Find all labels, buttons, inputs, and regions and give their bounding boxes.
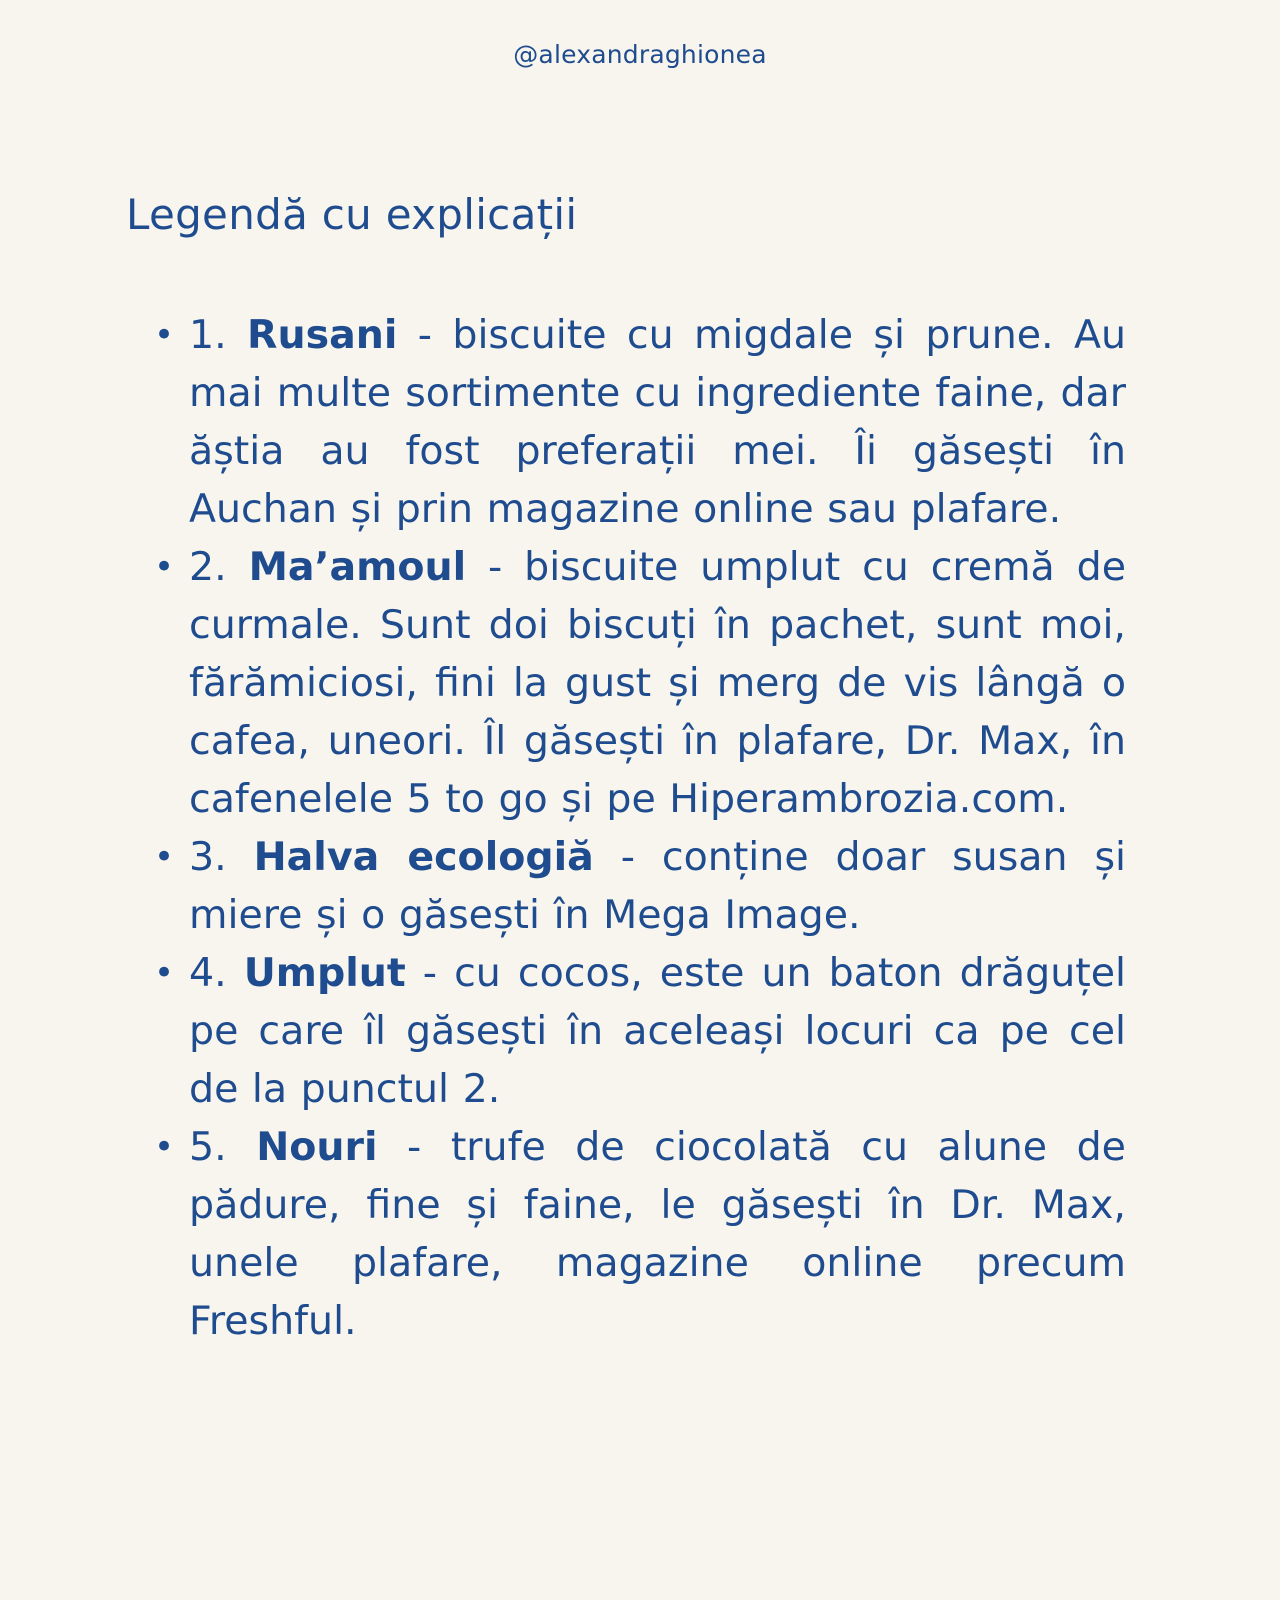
bullet-icon: • <box>154 315 175 355</box>
item-name: Ma’amoul <box>248 544 467 590</box>
legend-list <box>150 306 1126 1350</box>
item-name: Rusani <box>247 312 398 358</box>
bullet-icon: • <box>154 1127 175 1167</box>
page-title: Legendă cu explicații <box>126 190 578 239</box>
item-name: Halva ecologiă <box>253 834 594 880</box>
item-description: - biscuite umplut cu cremă de curmale. Sunt doi biscuți în pachet, sunt moi, fărămiciosi, fini la gust și merg de vis lângă o cafea, uneori. Îl găsești în plafare, Dr. Max, în cafenelele 5 to go și pe Hiperambrozia.com. <box>189 544 1127 822</box>
bullet-icon: • <box>154 547 175 587</box>
item-name: Nouri <box>256 1124 378 1170</box>
item-name: Umplut <box>243 950 406 996</box>
account-handle: @alexandraghionea <box>513 40 767 69</box>
item-number: 3. <box>189 834 227 880</box>
legend-item-2 <box>150 538 1126 828</box>
legend-item-5 <box>150 1118 1126 1350</box>
item-number: 4. <box>189 950 227 996</box>
item-number: 2. <box>189 544 227 590</box>
legend-item-3 <box>150 828 1126 944</box>
item-description: - trufe de ciocolată cu alune de pădure, fine și faine, le găsești în Dr. Max, unele plafare, magazine online precum Freshful. <box>189 1124 1126 1344</box>
legend-item-4 <box>150 944 1126 1118</box>
item-description: - biscuite cu migdale și prune. Au mai multe sortimente cu ingrediente faine, dar ăștia au fost preferații mei. Îi găsești în Auchan și prin magazine online sau plafare. <box>189 312 1126 532</box>
item-description: - cu cocos, este un baton drăguțel pe care îl găsești în aceleași locuri ca pe cel de la punctul 2. <box>189 950 1126 1112</box>
bullet-icon: • <box>154 837 175 877</box>
item-number: 1. <box>189 312 227 358</box>
legend-item-1 <box>150 306 1126 538</box>
item-number: 5. <box>189 1124 227 1170</box>
bullet-icon: • <box>154 953 175 993</box>
item-description: - conține doar susan și miere și o găsești în Mega Image. <box>189 834 1126 938</box>
